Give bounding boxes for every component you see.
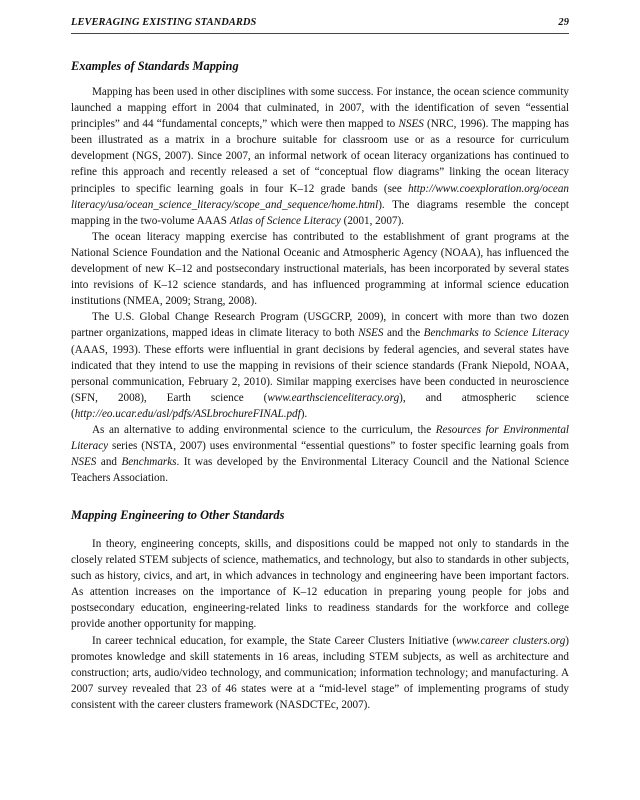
italic-nses: NSES <box>71 456 97 469</box>
section2-body <box>71 536 569 713</box>
paragraph-ocean-literacy-impact: The ocean literacy mapping exercise has contributed to the establishment of grant programs at the National Science Foundation and the National Oceanic and Atmospheric Agency (NOAA), has influenced the development of new K–12 and postsecondary instructional materials, has been incorporated by several states into revisions of K–12 science standards, and has influenced programming at informal science education institutions (NMEA, 2009; Strang, 2008). <box>71 230 569 308</box>
url-career-clusters: www.career clusters.org <box>456 634 566 647</box>
url-coexploration: http://www.coexploration.org/ocean literacy/usa/ocean_science_literacy/scope_and_sequence/home.html <box>71 182 569 211</box>
section-engineering-mapping <box>71 507 569 523</box>
page-number: 29 <box>558 17 569 28</box>
paragraph-ocean-science: Mapping has been used in other disciplines with some success. For instance, the ocean science community launched a mapping effort in 2004 that culminated, in 2007, with the identification of seven “essential principles” and 44 “fundamental concepts,” which were then mapped to NSES (NRC, 1996). The mapping has been illustrated as a matrix in a brochure suitable for classroom use or as a resource for curriculum development (NGS, 2007). Since 2007, an informal network of ocean literacy organizations has continued to refine this approach and recently released a set of “conceptual flow diagrams” linking the ocean literacy principles to specific learning goals in four K–12 grade bands (see http://www.coexploration.org/ocean literacy/usa/ocean_science_literacy/scope_and_sequence/home.html). The diagrams resemble the concept mapping in the two-volume AAAS Atlas of Science Literacy (2001, 2007). <box>71 86 569 227</box>
section-heading: Examples of Standards Mapping <box>71 59 239 73</box>
italic-benchmarks: Benchmarks <box>121 456 177 469</box>
italic-atlas-title: Atlas of Science Literacy <box>229 214 341 227</box>
url-earthscience: www.earthscienceliteracy.org <box>267 391 400 404</box>
running-header-title: LEVERAGING EXISTING STANDARDS <box>71 17 257 28</box>
url-ucar: http://eo.ucar.edu/asl/pdfs/ASLbrochureFINAL.pdf <box>74 407 301 420</box>
paragraph-engineering-theory: In theory, engineering concepts, skills, and dispositions could be mapped not only to standards in the closely related STEM subjects of science, mathematics, and technology, but also to standards in other subjects, such as history, civics, and art, in which advances in technology and engineering have been important factors. As attention increases on the importance of K–12 education in preparing young people for jobs and postsecondary education, engineering-related links to readiness standards for the workforce and college provide another opportunity for mapping. <box>71 538 569 631</box>
italic-benchmarks-title: Benchmarks to Science Literacy <box>423 327 569 340</box>
italic-nses: NSES <box>358 327 384 340</box>
paragraph-environmental-literacy: As an alternative to adding environmental science to the curriculum, the Resources for Environmental Literacy series (NSTA, 2007) uses environmental “essential questions” to foster specific learning goals from NSES and Benchmarks. It was developed by the Environmental Literacy Council and the National Science Teachers Association. <box>71 423 569 485</box>
section-heading: Mapping Engineering to Other Standards <box>71 508 285 522</box>
section1-body <box>71 84 569 486</box>
paragraph-career-technical: In career technical education, for example, the State Career Clusters Initiative (www.career clusters.org) promotes knowledge and skill statements in 16 areas, including STEM subjects, as well as architecture and construction; arts, audio/video technology, and communication; information technology; and manufacturing. A 2007 survey revealed that 23 of 46 states were at a “mid-level stage” of implementing programs of study consistent with the career clusters framework (NASDCTEc, 2007). <box>71 634 570 711</box>
header-rule <box>71 33 569 34</box>
italic-nses: NSES <box>398 118 424 131</box>
running-header <box>71 14 569 32</box>
paragraph-climate-literacy: The U.S. Global Change Research Program (USGCRP, 2009), in concert with more than two dozen partner organizations, mapped ideas in climate literacy to both NSES and the Benchmarks to Science Literacy (AAAS, 1993). These efforts were influential in grant decisions by federal agencies, and several states have indicated that they intend to use the mapping in revisions of their science standards (Frank Niepold, NOAA, personal communication, February 2, 2010). Similar mapping exercises have been conducted in neuroscience (SFN, 2008), Earth science (www.earthscienceliteracy.org), and atmospheric science (http://eo.ucar.edu/asl/pdfs/ASLbrochureFINAL.pdf). <box>71 311 569 420</box>
italic-resources-title: Resources for Environmental Literacy <box>71 423 569 453</box>
section-standards-mapping <box>71 58 569 74</box>
